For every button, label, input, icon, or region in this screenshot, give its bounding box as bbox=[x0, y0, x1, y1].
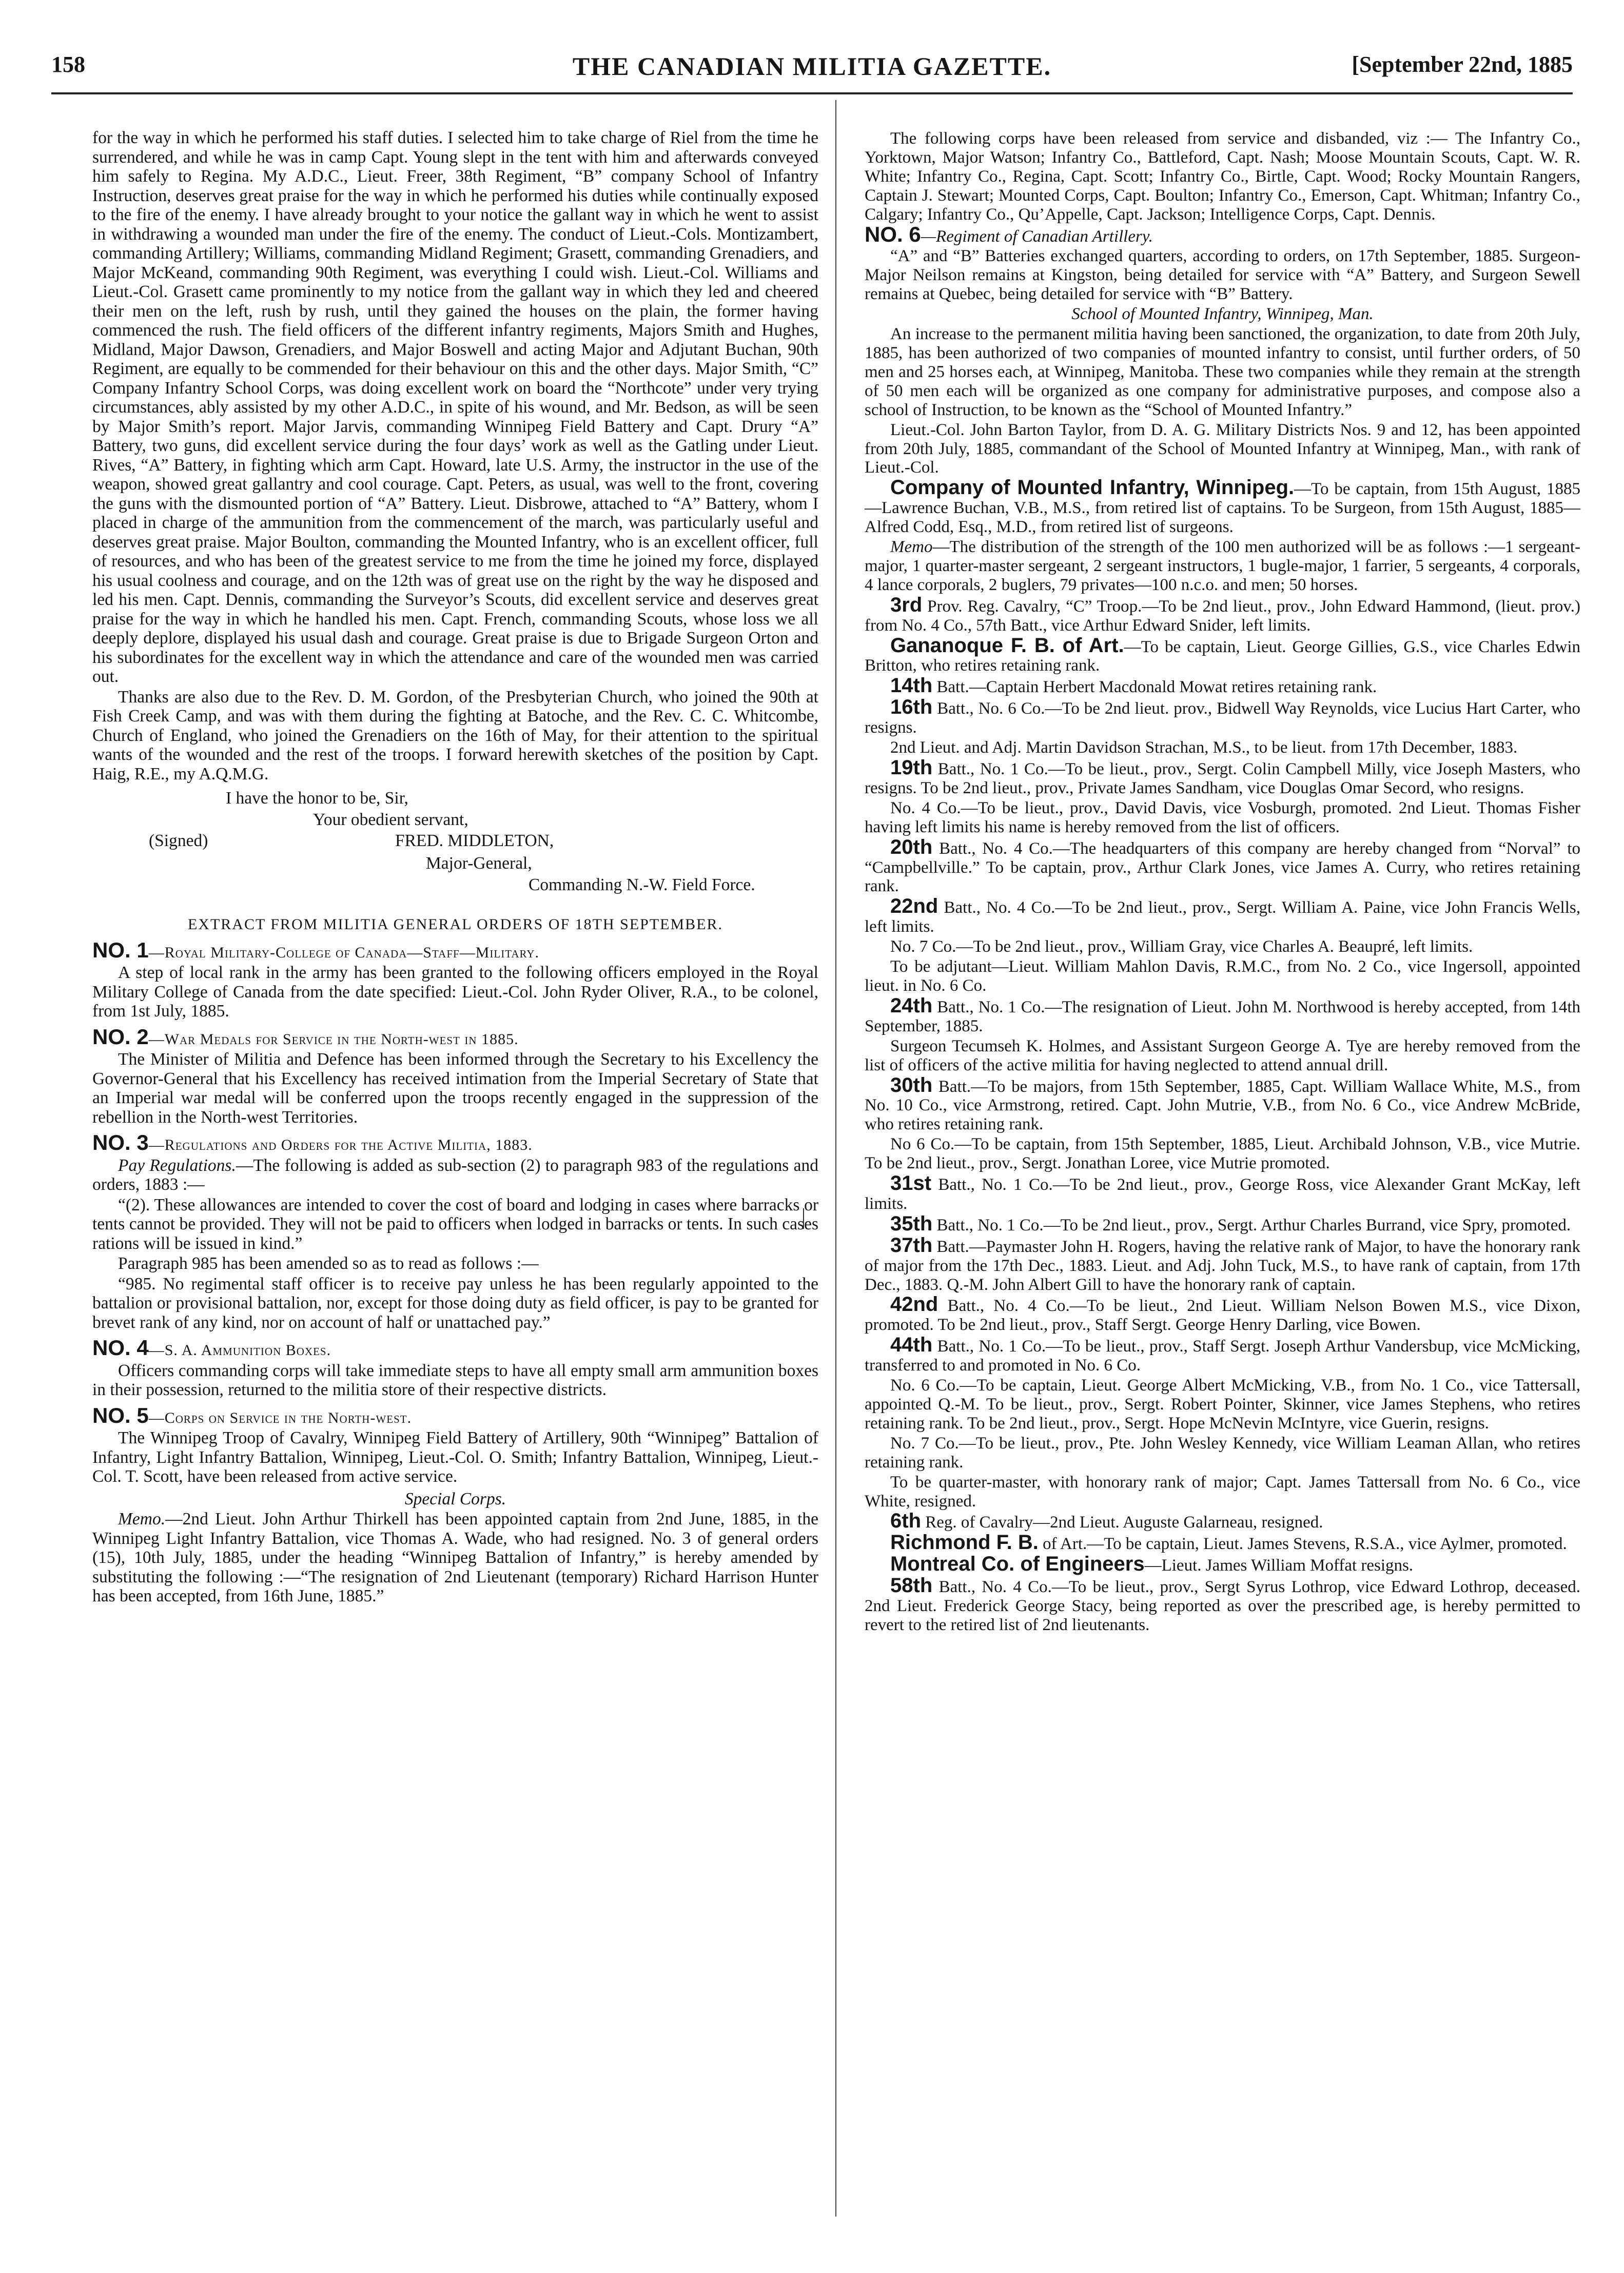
entry-montreal-engineers bbox=[865, 1555, 1580, 1575]
entry-24th-surgeons: Surgeon Tecumseh K. Holmes, and Assistant Surgeon George A. Tye are hereby removed from the list of officers of the active militia for having neglected to attend annual drill. bbox=[865, 1036, 1580, 1074]
entry-head: 31st bbox=[890, 1172, 932, 1195]
entry-6th-cavalry bbox=[865, 1512, 1580, 1532]
entry-text: of Art.—To be captain, Lieut. James Stevens, R.S.A., vice Aylmer, promoted. bbox=[1038, 1535, 1567, 1554]
entry-text: Batt., No. 4 Co.—The headquarters of this company are hereby changed from “Norval” to “Campbellville.” To be captain, prov., Arthur Clark Jones, vice James A. Curry, who retires retaining rank. bbox=[865, 839, 1580, 896]
order-no4-number: NO. 4 bbox=[92, 1336, 149, 1360]
header-rule bbox=[51, 92, 1573, 94]
batteries-exchange: “A” and “B” Batteries exchanged quarters, according to orders, on 17th September, 1885. Surgeon-Major Neilson remains at Kingston, being detailed for service with “A” Battery, and Surgeon Sewell remains at Quebec, being detailed for service with “B” Battery. bbox=[865, 247, 1580, 304]
entry-text: —Lieut. James William Moffat resigns. bbox=[1144, 1556, 1414, 1575]
memo-text: —2nd Lieut. John Arthur Thirkell has been appointed captain from 2nd June, 1885, in the Winnipeg Light Infantry Battalion, vice Thomas A. Wade, who had resigned. No. 3 of general orders (15), 10th July, 1885, under the heading “Winnipeg Battalion of Infantry,” is hereby amended by substituting the following :—“The resignation of 2nd Lieutenant (temporary) Richard Harrison Hunter has been accepted, from 16th June, 1885.” bbox=[92, 1510, 818, 1605]
entry-3rd-cavalry bbox=[865, 593, 1580, 635]
order-no1-title: —Royal Military-College of Canada—Staff—Military. bbox=[148, 944, 540, 961]
special-corps-memo bbox=[92, 1510, 818, 1606]
entry-head: 44th bbox=[890, 1334, 933, 1357]
signatory-rank: Major-General, bbox=[426, 854, 532, 873]
entry-richmond bbox=[865, 1533, 1580, 1554]
order-no5-heading bbox=[92, 1403, 818, 1428]
entry-text: —The distribution of the strength of the 100 men authorized will be as follows :—1 sergeant-major, 1 quarter-master sergeant, 2 sergeant instructors, 1 bugle-major, 1 farrier, 5 sergeants, 4 corporals, 4 lance corporals, 2 buglers, 79 privates—100 n.c.o. and men; 50 horses. bbox=[865, 538, 1580, 594]
released-corps: The following corps have been released from service and disbanded, viz :— The Infantry Co., Yorktown, Major Watson; Infantry Co., Battleford, Capt. Nash; Moose Mountain Scouts, Capt. W. R. White; Infantry Co., Regina, Capt. Scott; Infantry Co., Birtle, Capt. Wood; Rocky Mountain Rangers, Captain J. Stewart; Mounted Corps, Capt. Boulton; Infantry Co., Emerson, Capt. Whitman; Infantry Co., Calgary; Infantry Co., Qu’Appelle, Capt. Jackson; Intelligence Corps, Capt. Dennis. bbox=[865, 129, 1580, 224]
order-no1-text: A step of local rank in the army has been granted to the following officers employed in the Royal Military College of Canada from the date specified: Lieut.-Col. John Ryder Oliver, R.A., to be colonel, from 1st July, 1885. bbox=[92, 963, 818, 1021]
entry-gananoque bbox=[865, 636, 1580, 676]
order-no4-text: Officers commanding corps will take immediate steps to have all empty small arm ammunition boxes in their possession, returned to the militia store of their respective districts. bbox=[92, 1361, 818, 1399]
special-corps-heading: Special Corps. bbox=[404, 1489, 506, 1508]
entry-head: 3rd bbox=[890, 593, 923, 616]
entry-44th bbox=[865, 1336, 1580, 1375]
entry-head: 20th bbox=[890, 835, 933, 858]
entry-20th bbox=[865, 835, 1580, 896]
order-no3-pay bbox=[92, 1156, 818, 1194]
order-no1-number: NO. 1 bbox=[92, 937, 149, 962]
order-no6-heading bbox=[865, 222, 1580, 246]
entry-text: Reg. of Cavalry—2nd Lieut. Auguste Galarneau, resigned. bbox=[921, 1513, 1323, 1532]
entry-head: 6th bbox=[890, 1510, 921, 1533]
issue-date: [September 22nd, 1885 bbox=[1352, 52, 1573, 77]
entry-22nd bbox=[865, 897, 1580, 936]
entry-head: Montreal Co. of Engineers bbox=[890, 1553, 1145, 1576]
entry-text: Batt., No. 1 Co.—To be lieut., prov., Staff Sergt. Joseph Arthur Vandersbup, vice McMicking, transferred to and promoted in No. 6 Co. bbox=[865, 1337, 1580, 1375]
entry-31st bbox=[865, 1174, 1580, 1213]
entry-44th-no7: No. 7 Co.—To be lieut., prov., Pte. John Wesley Kennedy, vice William Leaman Allan, who retires retaining rank. bbox=[865, 1434, 1580, 1472]
entry-19th-no4: No. 4 Co.—To be lieut., prov., David Davis, vice Vosburgh, promoted. 2nd Lieut. Thomas Fisher having left limits his name is hereby removed from the list of officers. bbox=[865, 798, 1580, 836]
pay-regulations-text: —The following is added as sub-section (2) to paragraph 983 of the regulations and orders, 1883 :— bbox=[92, 1155, 819, 1194]
order-no1-heading bbox=[92, 937, 818, 963]
entry-text: Batt., No. 4 Co.—To be lieut., prov., Sergt Syrus Lothrop, vice Edward Lothrop, deceased. 2nd Lieut. Frederick George Stacy, being reported as over the prescribed age, is hereby permitted to revert to the retired list of 2nd lieutenants. bbox=[865, 1578, 1580, 1634]
entry-30th-no6: No 6 Co.—To be captain, from 15th September, 1885, Lieut. Archibald Johnson, V.B., vice Mutrie. To be 2nd lieut., prov., Sergt. Jonathan Loree, vice Mutrie promoted. bbox=[865, 1135, 1580, 1173]
column-divider bbox=[835, 100, 836, 2217]
order-no2-number: NO. 2 bbox=[92, 1024, 149, 1049]
page-number: 158 bbox=[51, 52, 85, 77]
report-thanks: Thanks are also due to the Rev. D. M. Gordon, of the Presbyterian Church, who joined the 90th at Fish Creek Camp, and was with them during the fighting at Batoche, and the Rev. C. C. Whitcombe, Church of England, who joined the Grenadiers on the 16th of May, for their attention to the spiritual wants of the wounded and the rest of the troops. I forward herewith sketches of the position by Capt. Haig, R.E., my A.Q.M.G. bbox=[92, 687, 818, 783]
entry-head: 14th bbox=[890, 674, 933, 697]
report-paragraph: for the way in which he performed his staff duties. I selected him to take charge of Riel from the time he surrendered, and while he was in camp Capt. Young slept in the tent with him and afterwards conveyed him safely to Regina. My A.D.C., Lieut. Freer, 38th Regiment, “B” company School of Infantry Instruction, deserves great praise for the way in which he performed his duties while continually exposed to the fire of the enemy. I have already brought to your notice the gallant way in which he went to assist in withdrawing a wounded man under the fire of the enemy. The conduct of Lieut.-Cols. Montizambert, commanding Artillery; Williams, commanding Midland Regiment; Grasett, commanding Grenadiers, and Major McKeand, commanding 90th Regiment, was everything I could wish. Lieut.-Col. Williams and Lieut.-Col. Grasett came prominently to my notice from the gallant way in which they led and cheered their men on the left, rush by rush, until they gained the houses on the plain, the former having commenced the rush. The field officers of the different infantry regiments, Majors Smith and Hughes, Midland, Major Dawson, Grenadiers, and Major Boswell and acting Major and Adjutant Buchan, 90th Regiment, are equally to be commended for their behaviour on this and the other days. Major Smith, “C” Company Infantry School Corps, was doing excellent work on board the “Northcote” under very trying circumstances, ably assisted by my other A.D.C., in spite of his wound, and Mr. Bedson, as will be seen by Major Smith’s report. Major Jarvis, commanding Winnipeg Field Battery and Capt. Drury “A” Battery, two guns, did excellent service during the four days’ work as well as the Gatling under Lieut. Rives, “A” Battery, in fighting which arm Capt. Howard, late U.S. Army, the instructor in the use of the weapon, showed great gallantry and cool courage. Capt. Peters, as usual, was well to the front, covering the guns with the dismounted portion of “A” Battery. Lieut. Disbrowe, attached to “A” Battery, whom I placed in charge of the ammunition from the commencement of the march, was particularly useful and deserves great praise. Major Boulton, commanding the Mounted Infantry, who is an excellent officer, full of resources, and who has been of the greatest service to me from the time he joined my force, displayed his usual coolness and courage, and on the 12th was of great use on the right by the way he disposed and led his men. Capt. Dennis, commanding the Surveyor’s Scouts, did excellent service and deserves great praise for the way in which he handled his men. Capt. French, commanding Scouts, whose loss we all deeply deplore, displayed his usual dash and courage. Great praise is due to Brigade Surgeon Orton and his subordinates for the excellent way in which the attendance and care of the wounded men was carried out. bbox=[92, 128, 818, 686]
page-header bbox=[51, 51, 1573, 88]
right-column bbox=[865, 129, 1580, 1636]
entry-text: Batt., No. 6 Co.—To be 2nd lieut. prov., Bidwell Way Reynolds, vice Lucius Hart Carter, who resigns. bbox=[865, 699, 1580, 737]
signatory-name: FRED. MIDDLETON, bbox=[395, 831, 554, 850]
entry-head: Gananoque F. B. of Art. bbox=[890, 634, 1124, 657]
order-no2-title: —War Medals for Service in the North-west in 1885. bbox=[148, 1030, 519, 1048]
entry-head: 35th bbox=[890, 1212, 933, 1235]
school-increase: An increase to the permanent militia having been sanctioned, the organization, to date from 20th July, 1885, has been authorized of two companies of mounted infantry to consist, until further orders, of 50 men and 25 horses each, at Winnipeg, Manitoba. These two companies while they remain at the strength of 50 men each will be organized as one company for administrative purposes, and compose also a school of Instruction, to be known as the “School of Mounted Infantry.” bbox=[865, 325, 1580, 419]
entry-head: 30th bbox=[890, 1073, 933, 1096]
entry-text: Batt., No. 1 Co.—To be 2nd lieut., prov., George Ross, vice Alexander Grant McKay, left limits. bbox=[865, 1175, 1580, 1213]
entry-head: 16th bbox=[890, 696, 933, 719]
extract-heading: EXTRACT FROM MILITIA GENERAL ORDERS OF 18TH SEPTEMBER. bbox=[187, 916, 723, 933]
entry-text: —To be captain, from 15th August, 1885—Lawrence Buchan, V.B., M.S., from retired list of captains. To be Surgeon, from 15th August, 1885—Alfred Codd, Esq., M.D., from retired list of surgeons. bbox=[865, 480, 1580, 537]
entry-head: 58th bbox=[890, 1574, 933, 1597]
signoff-signed-row bbox=[92, 831, 818, 852]
order-no3-title: —Regulations and Orders for the Active Militia, 1883. bbox=[148, 1136, 533, 1153]
entry-42nd bbox=[865, 1295, 1580, 1335]
entry-text: Batt., No. 1 Co.—To be 2nd lieut., prov., Sergt. Arthur Charles Burrand, vice Spry, promoted. bbox=[932, 1216, 1571, 1235]
signoff-servant: Your obedient servant, bbox=[313, 810, 468, 829]
entry-30th bbox=[865, 1073, 1580, 1134]
entry-head: 37th bbox=[890, 1233, 933, 1257]
order-no4-heading bbox=[92, 1338, 818, 1360]
order-no6-number: NO. 6 bbox=[865, 222, 921, 246]
entry-22nd-adjutant: To be adjutant—Lieut. William Mahlon Davis, R.M.C., from No. 2 Co., vice Ingersoll, appointed lieut. in No. 6 Co. bbox=[865, 957, 1580, 995]
signoff-honor: I have the honor to be, Sir, bbox=[226, 789, 408, 808]
left-column bbox=[92, 128, 818, 1607]
entry-head: 24th bbox=[890, 994, 933, 1017]
school-heading: School of Mounted Infantry, Winnipeg, Man. bbox=[1071, 305, 1374, 324]
entry-head: 19th bbox=[890, 756, 933, 779]
entry-14th bbox=[865, 676, 1580, 697]
entry-text: Prov. Reg. Cavalry, “C” Troop.—To be 2nd lieut., prov., John Edward Hammond, (lieut. prov.) from No. 4 Co., 57th Batt., vice Arthur Edward Snider, left limits. bbox=[865, 597, 1580, 635]
entry-text: Batt.—To be majors, from 15th September, 1885, Capt. William Wallace White, M.S., from No. 10 Co., vice Armstrong, retired. Capt. John Mutrie, V.B., from No. 6 Co., vice Andrew McBride, who retires retaining rank. bbox=[865, 1077, 1580, 1134]
entry-24th bbox=[865, 996, 1580, 1036]
pay-regulations-label: Pay Regulations. bbox=[118, 1155, 236, 1175]
order-no3-para985: Paragraph 985 has been amended so as to read as follows :— bbox=[118, 1254, 539, 1273]
order-no4-title: —S. A. Ammunition Boxes. bbox=[148, 1342, 331, 1359]
entry-head: Company of Mounted Infantry, Winnipeg. bbox=[890, 476, 1295, 499]
signed-label: (Signed) bbox=[149, 831, 208, 850]
order-no3-sub2: “(2). These allowances are intended to cover the cost of board and lodging in cases where barracks or tents cannot be provided. They will not be paid to officers when lodged in barracks or tents. In such cases rations will be issued in kind.” bbox=[92, 1195, 818, 1253]
order-no5-title: —Corps on Service in the North-west. bbox=[148, 1409, 412, 1426]
entry-head: 42nd bbox=[890, 1293, 938, 1316]
entry-head: 22nd bbox=[890, 895, 938, 918]
entry-16th-adj: 2nd Lieut. and Adj. Martin Davidson Strachan, M.S., to be lieut. from 17th December, 1883. bbox=[890, 738, 1518, 757]
memo-label: Memo. bbox=[118, 1510, 166, 1529]
entry-memo-distribution bbox=[865, 538, 1580, 595]
publication-title: THE CANADIAN MILITIA GAZETTE. bbox=[572, 52, 1052, 81]
entry-text: —To be captain, Lieut. George Gillies, G.S., vice Charles Edwin Britton, who retires retaining rank. bbox=[865, 637, 1580, 675]
signoff-block bbox=[92, 789, 818, 894]
entry-text: Batt., No. 4 Co.—To be lieut., 2nd Lieut. William Nelson Bowen M.S., vice Dixon, promoted. To be 2nd lieut., prov., Staff Sergt. George Henry Darling, vice Bowen. bbox=[865, 1297, 1580, 1335]
entry-text: Batt.—Captain Herbert Macdonald Mowat retires retaining rank. bbox=[932, 678, 1377, 697]
signatory-command: Commanding N.-W. Field Force. bbox=[529, 875, 755, 894]
entry-text: Batt., No. 1 Co.—To be lieut., prov., Sergt. Colin Campbell Milly, vice Joseph Masters, who resigns. To be 2nd lieut., prov., Private James Sandham, vice Douglas Omar Secord, who resigns. bbox=[865, 760, 1580, 797]
order-no3-number: NO. 3 bbox=[92, 1130, 149, 1154]
order-no5-text: The Winnipeg Troop of Cavalry, Winnipeg Field Battery of Artillery, 90th “Winnipeg” Battalion of Infantry, Light Infantry Battalion, Winnipeg, Lieut.-Col. O. Smith; Infantry Battalion, Winnipeg, Lieut.-Col. T. Scott, have been released from active service. bbox=[92, 1428, 818, 1486]
order-no2-text: The Minister of Militia and Defence has been informed through the Secretary to his Excellency the Governor-General that his Excellency has received intimation from the Imperial Secretary of State that an Imperial war medal will be conferred upon the troops recently engaged in the suppression of the rebellion in the North-west Territories. bbox=[92, 1050, 818, 1127]
order-no3-heading bbox=[92, 1130, 818, 1155]
order-no2-heading bbox=[92, 1024, 818, 1049]
entry-44th-no6: No. 6 Co.—To be captain, Lieut. George Albert McMicking, V.B., from No. 1 Co., vice Tattersall, appointed Q.-M. To be lieut., prov., Sergt. Robert Pointer, Skinner, vice James Stephens, who retires retaining rank. To be 2nd lieut., prov., Sergt. Hope McNevin McIntyre, vice Guerin, resigns. bbox=[865, 1376, 1580, 1433]
entry-58th bbox=[865, 1576, 1580, 1635]
memo-label: Memo bbox=[890, 538, 933, 557]
order-no5-number: NO. 5 bbox=[92, 1403, 149, 1427]
entry-35th bbox=[865, 1214, 1580, 1235]
order-no6-title: —Regiment of Canadian Artillery. bbox=[921, 227, 1153, 246]
entry-19th bbox=[865, 758, 1580, 798]
entry-text: Batt.—Paymaster John H. Rogers, having the relative rank of Major, to have the honorary rank of major from the 17th Dec., 1883. Lieut. and Adj. John Tuck, M.S., to have rank of captain, from 17th Dec., 1883. Q.-M. John Albert Gill to have the honorary rank of captain. bbox=[865, 1237, 1580, 1294]
order-no3-985-text: “985. No regimental staff officer is to receive pay unless he has been regularly appointed to the battalion or provisional battalion, nor, except for those doing duty as field officer, is pay to be granted for brevet rank of any kind, nor on account of half or unattached pay.” bbox=[92, 1274, 818, 1332]
entry-37th bbox=[865, 1233, 1580, 1295]
entry-22nd-no7: No. 7 Co.—To be 2nd lieut., prov., William Gray, vice Charles A. Beaupré, left limits. bbox=[890, 937, 1473, 956]
entry-16th bbox=[865, 698, 1580, 737]
commandant-appointment: Lieut.-Col. John Barton Taylor, from D. A. G. Military Districts Nos. 9 and 12, has been appointed from 20th July, 1885, commandant of the School of Mounted Infantry at Winnipeg, Man., with rank of Lieut.-Col. bbox=[865, 420, 1580, 477]
entry-44th-qm: To be quarter-master, with honorary rank of major; Capt. James Tattersall from No. 6 Co., vice White, resigned. bbox=[865, 1473, 1580, 1511]
entry-mounted-infantry bbox=[865, 478, 1580, 537]
entry-text: Batt., No. 4 Co.—To be 2nd lieut., prov., Sergt. William A. Paine, vice John Francis Wells, left limits. bbox=[865, 898, 1580, 936]
entry-head: Richmond F. B. bbox=[890, 1531, 1039, 1554]
entry-text: Batt., No. 1 Co.—The resignation of Lieut. John M. Northwood is hereby accepted, from 14th September, 1885. bbox=[865, 997, 1580, 1035]
